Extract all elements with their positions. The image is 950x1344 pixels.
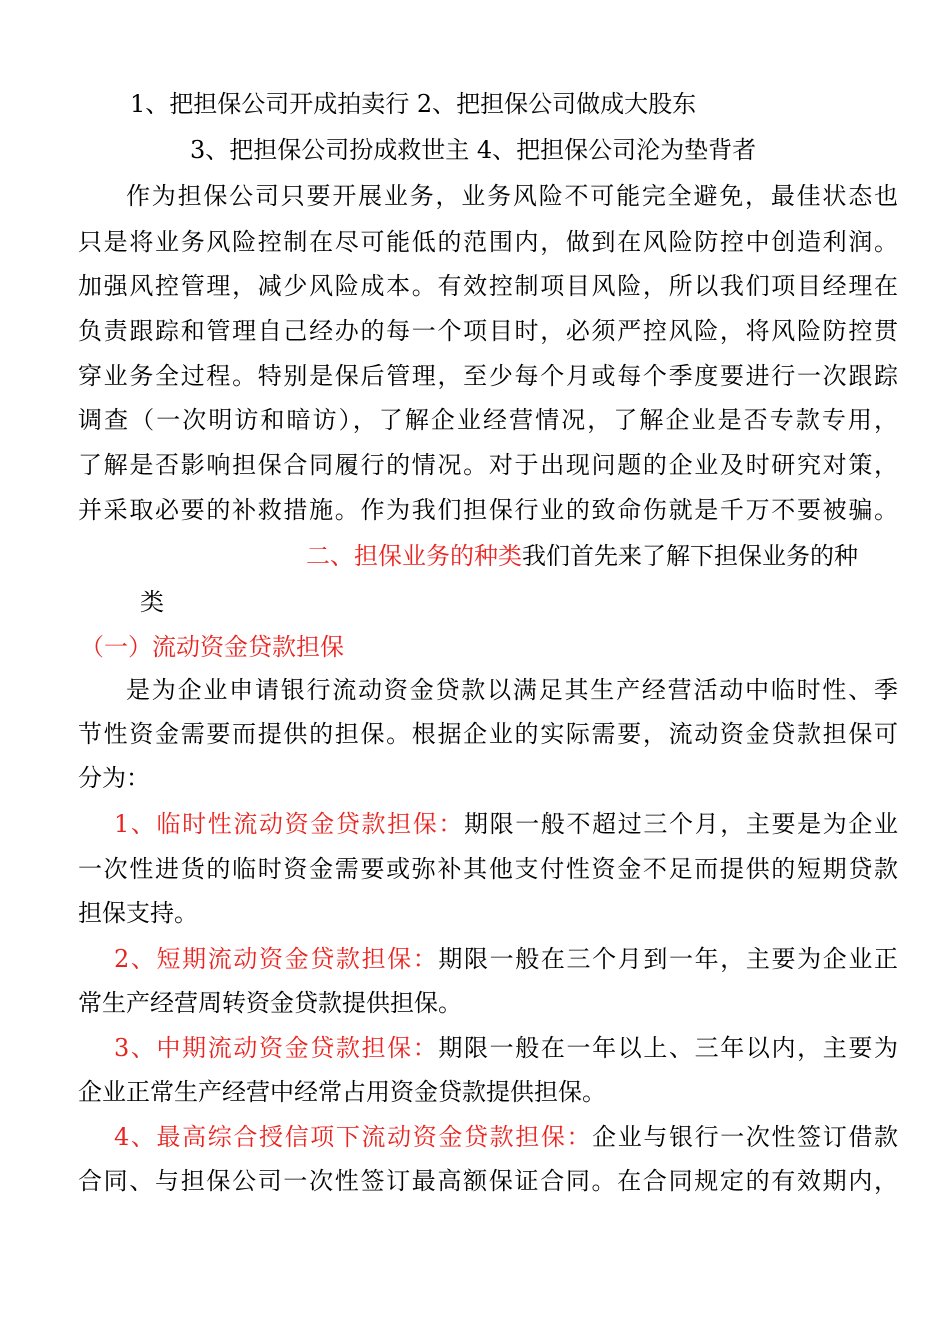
intro-line: 调查（一次明访和暗访），了解企业经营情况，了解企业是否专款专用，: [78, 406, 898, 434]
section-2-text: 我们首先来了解下担保业务的种: [522, 542, 858, 570]
item-text: 期限一般在一年以上、三年以内，主要为: [438, 1034, 898, 1062]
item-first-line: [114, 1121, 898, 1153]
item-line: 合同、与担保公司一次性签订最高额保证合同。在合同规定的有效期内，: [78, 1167, 898, 1195]
intro-line: 加强风控管理，减少风险成本。有效控制项目风险，所以我们项目经理在: [78, 272, 898, 300]
item-line: 担保支持。: [78, 899, 198, 927]
intro-line: 只是将业务风险控制在尽可能低的范围内，做到在风险防控中创造利润。: [78, 228, 898, 256]
item-label: 4、最高综合授信项下流动资金贷款担保：: [114, 1123, 593, 1151]
desc-line: 分为：: [78, 764, 150, 792]
intro-line: 穿业务全过程。特别是保后管理，至少每个月或每个季度要进行一次跟踪: [78, 362, 898, 390]
item-text: 期限一般在三个月到一年，主要为企业正: [438, 945, 898, 973]
item-text: 期限一般不超过三个月，主要是为企业: [464, 810, 898, 838]
heading-line-1: 1、把担保公司开成拍卖行 2、把担保公司做成大股东: [130, 90, 697, 118]
item-label: 3、中期流动资金贷款担保：: [114, 1034, 439, 1062]
item-first-line: [114, 808, 898, 840]
desc-line: 是为企业申请银行流动资金贷款以满足其生产经营活动中临时性、季: [126, 676, 898, 704]
desc-line: 节性资金需要而提供的担保。根据企业的实际需要，流动资金贷款担保可: [78, 720, 898, 748]
intro-line: 了解是否影响担保合同履行的情况。对于出现问题的企业及时研究对策，: [78, 451, 898, 479]
item-text: 企业与银行一次性签订借款: [592, 1123, 898, 1151]
section-2-text-cont: 类: [140, 588, 164, 616]
item-line: 常生产经营周转资金贷款提供担保。: [78, 989, 462, 1017]
item-first-line: [114, 943, 898, 975]
item-line: 企业正常生产经营中经常占用资金贷款提供担保。: [78, 1078, 606, 1106]
item-label: 2、短期流动资金贷款担保：: [114, 945, 439, 973]
intro-line: 并采取必要的补救措施。作为我们担保行业的致命伤就是千万不要被骗。: [78, 496, 898, 524]
section-2-title: 二、担保业务的种类: [306, 542, 522, 570]
heading-line-2: 3、把担保公司扮成救世主 4、把担保公司沦为垫背者: [190, 136, 757, 164]
subsection-1-title: （一）流动资金贷款担保: [80, 633, 344, 661]
intro-line: 负责跟踪和管理自己经办的每一个项目时，必须严控风险，将风险防控贯: [78, 317, 898, 345]
item-label: 1、临时性流动资金贷款担保：: [114, 810, 465, 838]
item-first-line: [114, 1032, 898, 1064]
section-2-heading: [306, 540, 896, 572]
item-line: 一次性进货的临时资金需要或弥补其他支付性资金不足而提供的短期贷款: [78, 855, 898, 883]
intro-line: 作为担保公司只要开展业务，业务风险不可能完全避免，最佳状态也: [126, 182, 898, 210]
